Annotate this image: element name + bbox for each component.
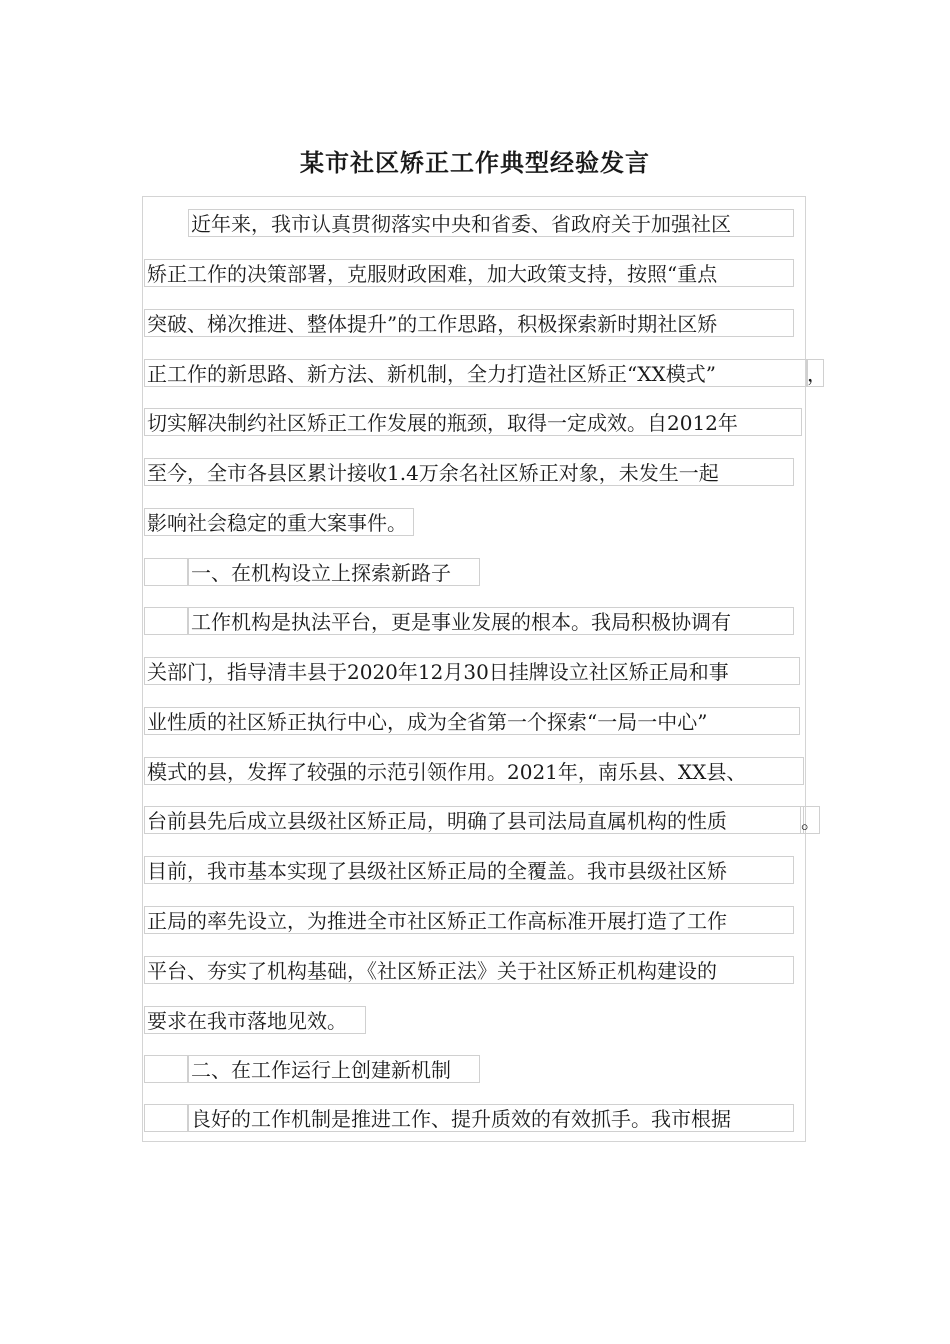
indent-stub: [144, 607, 188, 635]
text-line: 台前县先后成立县级社区矫正局，明确了县司法局直属机构的性质: [144, 806, 804, 834]
section-heading: 二、在工作运行上创建新机制: [188, 1055, 480, 1083]
text-line: 至今，全市各县区累计接收1.4万余名社区矫正对象，未发生一起: [144, 458, 794, 486]
text-line: 模式的县，发挥了较强的示范引领作用。2021年，南乐县、XX县、: [144, 757, 804, 785]
page-title: 某市社区矫正工作典型经验发言: [300, 148, 650, 177]
text-line: 要求在我市落地见效。: [144, 1006, 366, 1034]
text-line: 正局的率先设立，为推进全市社区矫正工作高标准开展打造了工作: [144, 906, 794, 934]
text-line: 良好的工作机制是推进工作、提升质效的有效抓手。我市根据: [188, 1104, 794, 1132]
indent-stub: [144, 1055, 188, 1083]
text-line: 平台、夯实了机构基础，《社区矫正法》关于社区矫正机构建设的: [144, 956, 794, 984]
text-line: 业性质的社区矫正执行中心，成为全省第一个探索“一局一中心”: [144, 707, 800, 735]
text-line: 工作机构是执法平台，更是事业发展的根本。我局积极协调有: [188, 607, 794, 635]
text-line: 正工作的新思路、新方法、新机制，全力打造社区矫正“XX模式”: [144, 359, 808, 387]
text-line: 。: [800, 806, 820, 834]
text-line: 影响社会稳定的重大案事件。: [144, 508, 414, 536]
text-line: 矫正工作的决策部署，克服财政困难，加大政策支持，按照“重点: [144, 259, 794, 287]
indent-stub: [144, 1104, 188, 1132]
text-line: 关部门，指导清丰县于2020年12月30日挂牌设立社区矫正局和事: [144, 657, 800, 685]
text-line: 切实解决制约社区矫正工作发展的瓶颈，取得一定成效。自2012年: [144, 408, 802, 436]
text-line: ，: [806, 359, 824, 387]
text-line: 突破、梯次推进、整体提升”的工作思路，积极探索新时期社区矫: [144, 309, 794, 337]
text-line: 目前，我市基本实现了县级社区矫正局的全覆盖。我市县级社区矫: [144, 856, 794, 884]
section-heading: 一、在机构设立上探索新路子: [188, 558, 480, 586]
indent-stub: [144, 558, 188, 586]
text-line: 近年来，我市认真贯彻落实中央和省委、省政府关于加强社区: [188, 209, 794, 237]
